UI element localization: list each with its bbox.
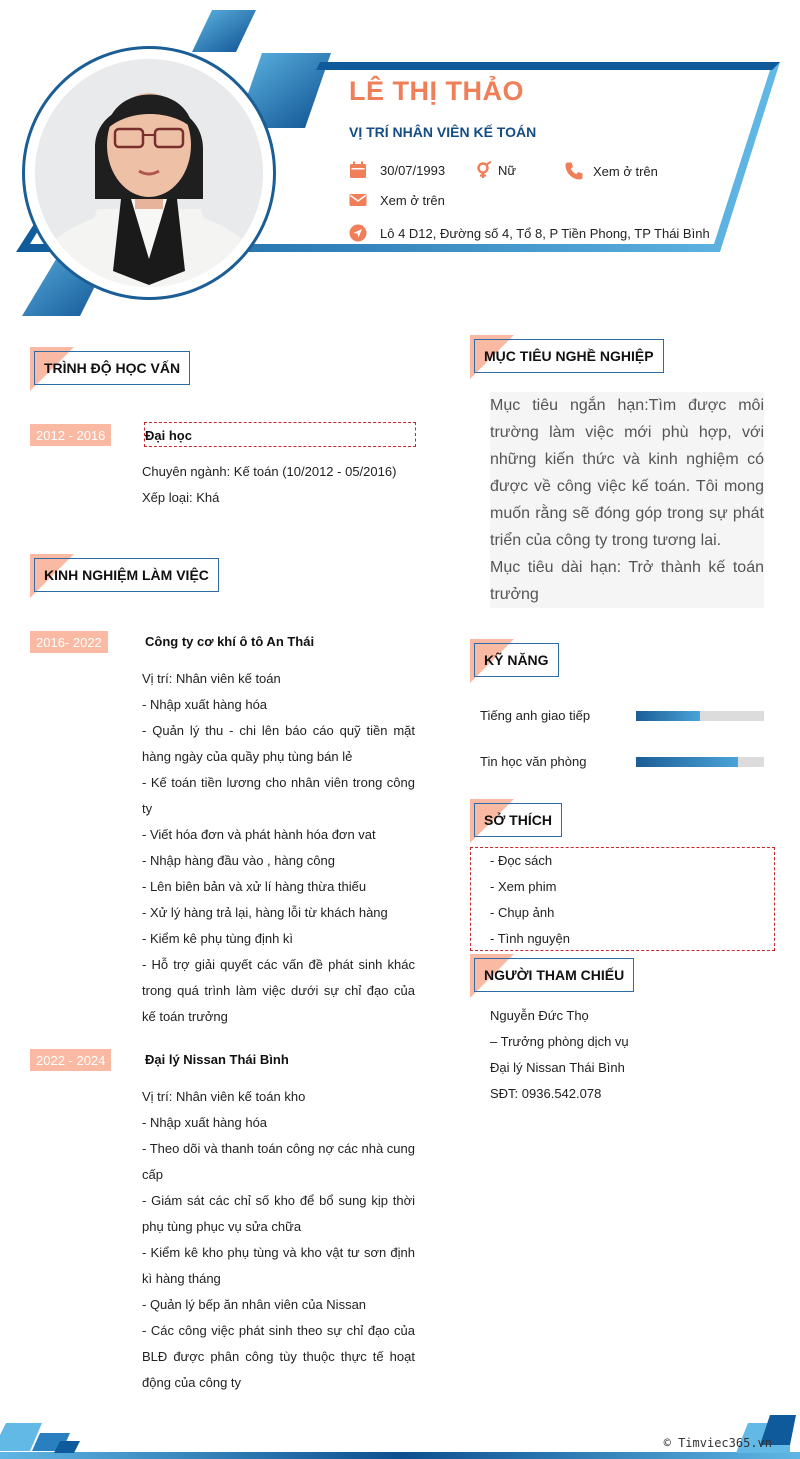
reference-line: – Trưởng phòng dịch vụ <box>490 1034 629 1049</box>
gender-info <box>475 161 516 179</box>
phone-info <box>564 161 658 181</box>
envelope-icon <box>349 191 367 209</box>
birthday-info <box>349 161 445 179</box>
hobbies-list <box>470 847 775 951</box>
job-line: - Xử lý hàng trả lại, hàng lỗi từ khách hàng <box>142 905 388 920</box>
skill-bar <box>636 757 764 767</box>
education-heading: TRÌNH ĐỘ HỌC VẤN <box>34 351 190 385</box>
calendar-icon <box>349 161 367 179</box>
job-line: - Quản lý thu - chi lên báo cáo quỹ tiền mặt hàng ngày của quầy phụ tùng bán lẻ <box>142 723 415 764</box>
skill-fill <box>636 711 700 721</box>
avatar <box>35 59 263 287</box>
job-line: - Giám sát các chỉ số kho để bổ sung kịp thời phụ tùng phục vụ sửa chữa <box>142 1193 415 1234</box>
job-position: VỊ TRÍ NHÂN VIÊN KẾ TOÁN <box>349 124 537 140</box>
job-details <box>142 1084 415 1396</box>
job-line: - Kế toán tiền lương cho nhân viên trong công ty <box>142 775 415 816</box>
phone-icon <box>564 161 584 181</box>
address-value: Lô 4 D12, Đường số 4, Tổ 8, P Tiền Phong, TP Thái Bình <box>380 225 710 241</box>
job-line: - Hỗ trợ giải quyết các vấn đề phát sinh khác trong quá trình làm việc dưới sự chỉ đạo của kế toán trưởng <box>142 957 415 1024</box>
job-line: - Nhập xuất hàng hóa <box>142 1115 268 1130</box>
education-years: 2012 - 2016 <box>30 424 111 446</box>
avatar-portrait <box>35 59 263 287</box>
objective-long-term: Mục tiêu dài hạn: Trở thành kế toán trưởng <box>490 554 764 608</box>
gender-icon <box>475 161 493 179</box>
experience-heading: KINH NGHIỆM LÀM VIỆC <box>34 558 219 592</box>
job-details <box>142 666 415 1030</box>
reference-line: Đại lý Nissan Thái Bình <box>490 1060 625 1075</box>
skill-fill <box>636 757 738 767</box>
reference-line: SĐT: 0936.542.078 <box>490 1086 602 1101</box>
objective-heading: MỤC TIÊU NGHỀ NGHIỆP <box>474 339 664 373</box>
avatar-frame <box>22 46 276 300</box>
job-line: - Kiểm kê kho phụ tùng và kho vật tư sơn định kì hàng tháng <box>142 1245 415 1286</box>
skill-name: Tin học văn phòng <box>480 754 587 769</box>
company-name: Công ty cơ khí ô tô An Thái <box>145 634 315 649</box>
company-name: Đại lý Nissan Thái Bình <box>145 1052 289 1067</box>
education-line: Xếp loại: Khá <box>142 490 220 505</box>
hobby-item: - Đọc sách <box>490 853 553 868</box>
phone-value: Xem ở trên <box>593 163 658 179</box>
objective-text <box>490 392 764 608</box>
job-line: - Các công việc phát sinh theo sự chỉ đạo của BLĐ được phân công tùy thuộc thực tế hoạt động của công ty <box>142 1323 415 1390</box>
job-line: - Theo dõi và thanh toán công nợ các nhà cung cấp <box>142 1141 415 1182</box>
address-info <box>349 224 710 242</box>
job-line: - Lên biên bản và xử lí hàng thừa thiếu <box>142 879 367 894</box>
job-line: Vị trí: Nhân viên kế toán <box>142 671 281 686</box>
email-value: Xem ở trên <box>380 192 445 208</box>
job-line: - Nhập xuất hàng hóa <box>142 697 268 712</box>
hobby-item: - Xem phim <box>490 879 557 894</box>
job-line: - Quản lý bếp ăn nhân viên của Nissan <box>142 1297 367 1312</box>
education-details <box>142 459 416 511</box>
job-line: - Kiểm kê phụ tùng định kì <box>142 931 294 946</box>
job-years: 2022 - 2024 <box>30 1049 111 1071</box>
job-line: Vị trí: Nhân viên kế toán kho <box>142 1089 306 1104</box>
birthday-value: 30/07/1993 <box>380 162 446 178</box>
references-list <box>490 1003 629 1107</box>
job-years: 2016- 2022 <box>30 631 108 653</box>
email-info <box>349 191 445 209</box>
skill-bar <box>636 711 764 721</box>
location-icon <box>349 224 367 242</box>
candidate-name: LÊ THỊ THẢO <box>349 76 524 106</box>
hobbies-heading: SỞ THÍCH <box>474 803 562 837</box>
objective-short-term: Mục tiêu ngắn hạn:Tìm được môi trường làm việc mới phù hợp, với những kiến thức và kinh nghiệm có được về công việc kế toán. Tôi mong muốn rằng sẽ đóng góp trong sự phát triển của công ty trong tương lai. <box>490 392 764 554</box>
skills-heading: KỸ NĂNG <box>474 643 559 677</box>
skill-name: Tiếng anh giao tiếp <box>480 708 591 723</box>
references-heading: NGƯỜI THAM CHIẾU <box>474 958 634 992</box>
reference-line: Nguyễn Đức Thọ <box>490 1008 589 1023</box>
gender-value: Nữ <box>498 162 517 178</box>
copyright: © Timviec365.vn <box>663 1436 772 1450</box>
education-line: Chuyên ngành: Kế toán (10/2012 - 05/2016) <box>142 464 397 479</box>
school-name: Đại học <box>144 422 416 447</box>
job-line: - Viết hóa đơn và phát hành hóa đơn vat <box>142 827 376 842</box>
hobby-item: - Chụp ảnh <box>490 905 555 920</box>
job-line: - Nhập hàng đầu vào , hàng công <box>142 853 335 868</box>
hobby-item: - Tình nguyện <box>490 931 570 946</box>
